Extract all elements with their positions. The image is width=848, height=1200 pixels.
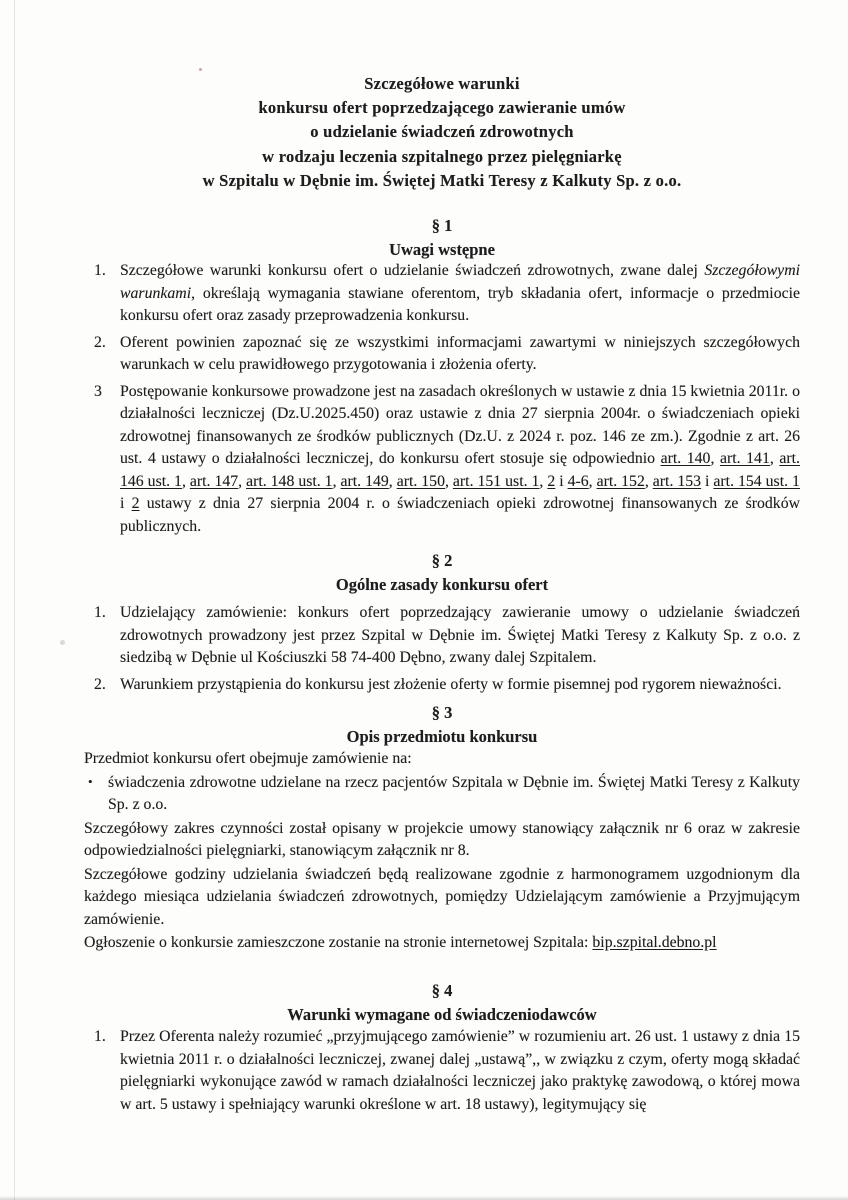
item-number: 1. (94, 262, 106, 279)
section-4-heading: Warunki wymagane od świadczeniodawców (287, 1004, 597, 1024)
title-line-2: konkursu ofert poprzedzającego zawieranie umów (258, 98, 626, 118)
item-number: 3 (94, 382, 102, 400)
section-1-mark: § 1 (431, 216, 453, 235)
section-1-header (84, 214, 800, 261)
section-2-mark: § 2 (431, 551, 453, 570)
list-item (84, 602, 800, 670)
item-number: 1. (94, 604, 106, 621)
section-1-heading: Uwagi wstępne (389, 239, 495, 259)
list-item (84, 332, 800, 377)
item-number: 1. (94, 1028, 106, 1045)
scan-artifact-red-speck (199, 68, 202, 71)
section-2-header (84, 549, 800, 596)
document-title (84, 72, 800, 193)
list-item (84, 260, 800, 328)
item-number: 2. (94, 675, 106, 693)
paragraph: Przedmiot konkursu ofert obejmuje zamówienie na: (84, 750, 412, 767)
item-text: Warunkiem przystąpienia do konkursu jest złożenie oferty w formie pisemnej pod rygorem nieważności. (120, 675, 782, 693)
section-4-body (84, 1026, 800, 1120)
paragraph: Szczegółowy zakres czynności został opisany w projekcie umowy stanowiący załącznik nr 6 oraz w zakresie odpowiedzialności pielęgniarki, stanowiącym załącznik nr 8. (84, 819, 800, 859)
list-item (84, 674, 800, 697)
section-4-mark: § 4 (431, 981, 453, 1000)
section-1-body (84, 260, 800, 542)
bullet-icon: • (88, 773, 93, 789)
section-4-header (84, 979, 800, 1026)
item-text: Postępowanie konkursowe prowadzone jest na zasadach określonych w ustawie z dnia 15 kwietnia 2011r. o działalności leczniczej (Dz.U.2025.450) oraz ustawie z dnia 27 sierpnia 2004r. o świadczeniach opieki zdrowotnej finansowanych ze środków publicznych (Dz.U. z 2024 r. poz. 146 ze zm.). Zgodnie z art. 26 ust. 4 ustawy o działalności leczniczej, do konkursu ofert stosuje się odpowiednio art. 140, art. 141, art. 146 ust. 1, art. 147, art. 148 ust. 1, art. 149, art. 150, art. 151 ust. 1, 2 i 4-6, art. 152, art. 153 i art. 154 ust. 1 i 2 ustawy z dnia 27 sierpnia 2004 r. o świadczeniach opieki zdrowotnej finansowanych ze środków publicznych. (120, 382, 800, 535)
item-text: Przez Oferenta należy rozumieć „przyjmującego zamówienie” w rozumieniu art. 26 ust. 1 ustawy z dnia 15 kwietnia 2011 r. o działalności leczniczej, zwanej dalej „ustawą”,, w związku z czym, oferty mogą składać pielęgniarki wykonujące zawód w ramach działalności leczniczej jako praktykę zawodową, o której mowa w art. 5 ustawy i spełniający warunki określone w art. 18 ustawy), legitymujący się (120, 1028, 800, 1113)
section-2-heading: Ogólne zasady konkursu ofert (335, 574, 549, 594)
paragraph: Ogłoszenie o konkursie zamieszczone zostanie na stronie internetowej Szpitala: bip.szpital.debno.pl (84, 934, 717, 951)
section-3-header (84, 701, 800, 748)
paragraph: Szczegółowe godziny udzielania świadczeń będą realizowane zgodnie z harmonogramem uzgodnionym dla każdego miesiąca udzielania świadczeń zdrowotnych, pomiędzy Udzielającym zamówienie a Przyjmującym zamówienie. (84, 865, 800, 928)
title-line-3: o udzielanie świadczeń zdrowotnych (310, 122, 574, 142)
list-item (84, 381, 800, 539)
section-3-body (84, 748, 800, 956)
item-text: Udzielający zamówienie: konkurs ofert poprzedzający zawieranie umowy o udzielanie świadczeń zdrowotnych prowadzony jest przez Szpital w Dębnie im. Świętej Matki Teresy z Kalkuty Sp. z o.o. z siedzibą w Dębnie ul Kościuszki 58 74-400 Dębno, zwany dalej Szpitalem. (120, 604, 800, 666)
item-number: 2. (94, 333, 106, 351)
title-line-4: w rodzaju leczenia szpitalnego przez pielęgniarkę (262, 146, 622, 166)
scan-artifact-bottom-edge (0, 1196, 848, 1200)
website-link[interactable]: bip.szpital.debno.pl (592, 934, 717, 951)
section-3-mark: § 3 (431, 703, 453, 722)
section-2-body (84, 602, 800, 700)
scan-artifact-left-line (14, 0, 15, 1200)
title-line-1: Szczegółowe warunki (364, 74, 520, 93)
bullet-list-item (84, 772, 800, 817)
bullet-text: świadczenia zdrowotne udzielane na rzecz pacjentów Szpitala w Dębnie im. Świętej Matki Teresy z Kalkuty Sp. z o.o. (108, 773, 800, 813)
item-text: Oferent powinien zapoznać się ze wszystkimi informacjami zawartymi w niniejszych szczegółowych warunkach w celu prawidłowego przygotowania i złożenia oferty. (120, 333, 800, 373)
scan-artifact-gray-speck (60, 640, 65, 645)
section-3-heading: Opis przedmiotu konkursu (346, 726, 538, 746)
list-item (84, 1026, 800, 1116)
title-line-5: w Szpitalu w Dębnie im. Świętej Matki Teresy z Kalkuty Sp. z o.o. (202, 170, 682, 190)
item-text: Szczegółowe warunki konkursu ofert o udzielanie świadczeń zdrowotnych, zwane dalej Szczegółowymi warunkami, określają wymagania stawiane oferentom, tryb składania ofert, informacje o przedmiocie konkursu ofert oraz zasady przeprowadzenia konkursu. (120, 262, 800, 324)
